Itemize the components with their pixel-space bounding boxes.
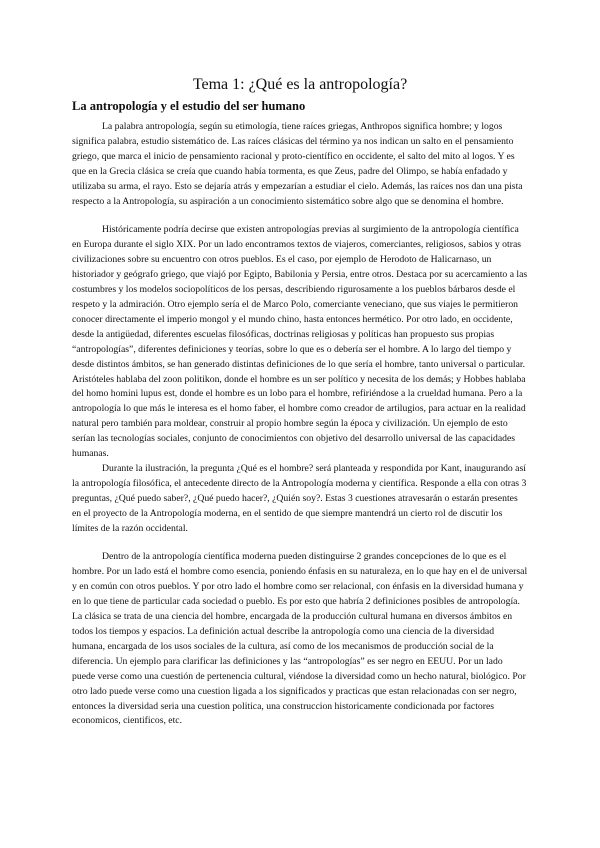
paragraph-modern-anthropology: Dentro de la antropología científica moderna pueden distinguirse 2 grandes concepciones de lo que es el hombre. Por un lado está el hombre como esencia, poniendo énfasis en su naturaleza, en lo que hay en el de universal y en común con otros pueblos. Y por otro lado el hombre como ser relacional, con énfasis en la diversidad humana y en lo que tiene de particular cada sociedad o pueblo. Es por esto que habría 2 definiciones posibles de antropología. La clásica se trata de una ciencia del hombre, encargada de la producción cultural humana en diversos ámbitos en todos los tiempos y espacios. La definición actual describe la antropología como una ciencia de la diversidad humana, encargada de los usos sociales de la cultura, así como de los mecanismos de producción social de la diferencia. Un ejemplo para clarificar las definiciones y las “antropologías” es ser negro en EEUU. Por un lado puede verse como una cuestión de pertenencia cultural, viéndose la diversidad como un hecho natural, biológico. Por otro lado puede verse como una cuestion ligada a los significados y practicas que estan relacionadas con ser negro, entonces la diversidad seria una cuestion politica, una construccion historicamente condicionada por factores economicos, cientificos, etc. bbox=[72, 551, 528, 727]
paragraph-etymology: La palabra antropología, según su etimología, tiene raíces griegas, Anthropos significa hombre; y logos significa palabra, estudio sistemático de. Las raíces clásicas del término ya nos indican un salto en el pensamiento griego, que marca el inicio de pensamiento racional y proto-científico en occidente, el salto del mito al logos. Y es que en la Grecia clásica se creía que cuando había tormenta, es que Zeus, padre del Olimpo, se había enfadado y utilizaba su arma, el rayo. Esto se dejaría atrás y empezarían a estudiar el cielo. Además, las raíces nos dan una pista respecto a la Antropología, su aspiración a un conocimiento sistemático sobre algo que se denomina el hombre. bbox=[72, 121, 523, 207]
document-body bbox=[72, 74, 528, 729]
page-title: Tema 1: ¿Qué es la antropología? bbox=[192, 76, 408, 93]
paragraph-kant: Durante la ilustración, la pregunta ¿Qué es el hombre? será planteada y respondida por Kant, inaugurando así la antropología filosófica, el antecedente directo de la Antropología moderna y científica. Responde a ella con otras 3 preguntas, ¿Qué puedo saber?, ¿Qué puedo hacer?, ¿Quién soy?. Estas 3 cuestiones atravesarán o estarán presentes en el proyecto de la Antropología moderna, en el sentido de que siempre mantendrá un cierto rol de discutir los límites de la razón occidental. bbox=[72, 462, 527, 534]
section-heading: La antropología y el estudio del ser humano bbox=[72, 99, 306, 113]
paragraph-history: Históricamente podría decirse que existen antropologías previas al surgimiento de la antropología científica en Europa durante el siglo XIX. Por un lado encontramos textos de viajeros, comerciantes, religiosos, sabios y otras civilizaciones sobre su encuentro con otros pueblos. Es el caso, por ejemplo de Herodoto de Halicarnaso, un historiador y geógrafo griego, que viajó por Egipto, Babilonia y Persia, entre otros. Destaca por su acercamiento a las costumbres y los modelos sociopolíticos de los persas, describiendo rigurosamente a los pueblos bárbaros desde el respeto y la admiración. Otro ejemplo sería el de Marco Polo, comerciante veneciano, que sus viajes le permitieron conocer directamente el imperio mongol y el mundo chino, hasta entonces hermético. Por otro lado, en occidente, desde la antigüedad, diferentes escuelas filosóficas, doctrinas religiosas y políticas han propuesto sus propias “antropologías”, diferentes definiciones y teorías, sobre lo que es o debería ser el hombre. A lo largo del tiempo y desde distintos ámbitos, se han generado distintas definiciones de lo que sería el hombre, tanto universal o particular. Aristóteles hablaba del zoon politikon, donde el hombre es un ser político y necesita de los demás; y Hobbes hablaba del homo homini lupus est, donde el hombre es un lobo para el hombre, refiriéndose a la crueldad humana. Pero a la antropología lo que más le interesa es el homo faber, el hombre como creador de artilugios, para actuar en la realidad natural pero también para moldear, construir al propio hombre según la época y civilización. Un ejemplo de esto serían las tecnologías sociales, conjunto de conocimientos con objetivo del desarrollo universal de las capacidades humanas. bbox=[72, 224, 528, 460]
